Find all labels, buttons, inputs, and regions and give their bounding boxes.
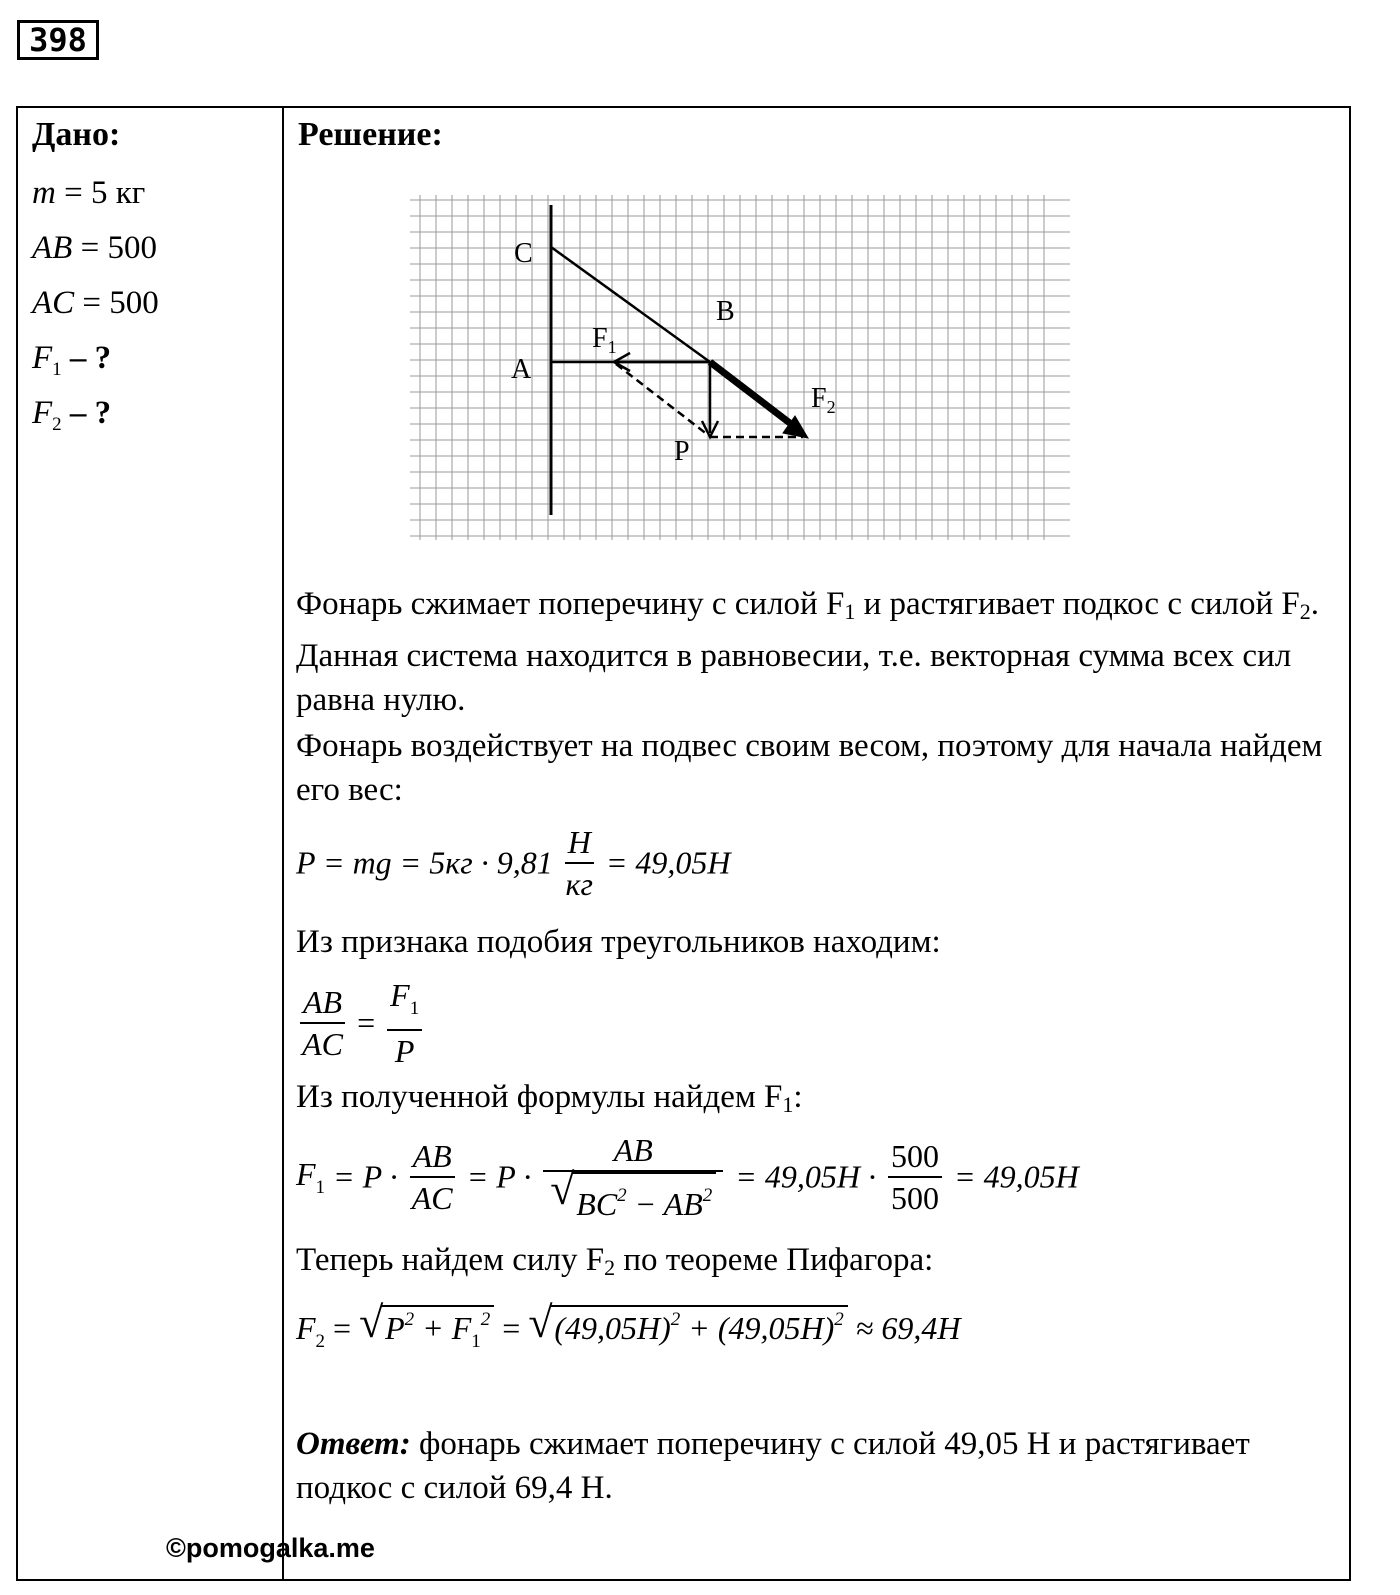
frac-num: H <box>565 822 594 864</box>
label-f2-letter: F <box>811 383 827 414</box>
radical-sign: √ <box>550 1165 575 1214</box>
paragraph-weight: Фонарь воздействует на подвес своим весом, поэтому для начала найдем его вес: <box>296 728 1323 808</box>
f1-eq1: = P · <box>333 1158 398 1195</box>
unknown-f2 <box>32 386 272 441</box>
f1-text: + F <box>414 1310 472 1346</box>
f1-frac2-den <box>543 1165 723 1224</box>
num-term1-sup: 2 <box>670 1309 681 1330</box>
weight-lhs: P = mg = 5кг · 9,81 <box>296 844 553 881</box>
p-text: P <box>385 1310 405 1346</box>
ac-value: = 500 <box>82 285 159 321</box>
sqrt-numeric-body <box>550 1305 847 1347</box>
given-ac <box>32 276 272 331</box>
f2-lhs-letter: F <box>296 1310 316 1346</box>
answer-label: Ответ: <box>296 1426 411 1462</box>
label-a: A <box>511 354 532 385</box>
solution-column <box>298 116 1338 154</box>
ab-value: = 500 <box>80 230 157 266</box>
paragraph-find-f1 <box>296 1075 1336 1127</box>
frac-f1-letter: F <box>390 977 410 1013</box>
unknown-f1 <box>32 331 272 386</box>
column-divider <box>282 108 284 1579</box>
f1-frac1 <box>410 1136 455 1218</box>
ac-var: AC <box>32 285 75 321</box>
para5-part-b: по теореме Пифагора: <box>615 1242 934 1278</box>
f1-lhs-letter: F <box>296 1155 316 1192</box>
label-f2 <box>811 383 836 417</box>
frac-den: кг <box>565 866 593 902</box>
f1-frac3-num: 500 <box>888 1136 942 1178</box>
given-mass <box>32 166 272 221</box>
formula-f1 <box>296 1130 1079 1224</box>
para5-part-a: Теперь найдем силу F <box>296 1242 605 1278</box>
f2-eq1: = <box>333 1310 352 1346</box>
f2-question: – ? <box>69 395 112 431</box>
f1-sup-in-root: 2 <box>480 1309 491 1330</box>
para1-sub1: 1 <box>844 599 856 624</box>
formula-similarity <box>296 975 426 1071</box>
f1-frac3 <box>888 1136 942 1218</box>
para1-part-a: Фонарь сжимает поперечину с силой F <box>296 586 845 622</box>
f1-frac1-num: AB <box>410 1136 455 1178</box>
f2-sub: 2 <box>52 414 62 435</box>
f2-eq2: = <box>502 1310 521 1346</box>
f1-frac1-den: AC <box>411 1180 453 1216</box>
f2-lhs-sub: 2 <box>315 1331 326 1352</box>
label-b: B <box>716 296 735 327</box>
watermark: ©pomogalka.me <box>166 1533 375 1563</box>
label-f1-sub: 1 <box>607 337 617 357</box>
mass-var: m <box>32 175 56 211</box>
problem-number: 398 <box>17 20 99 60</box>
sqrt-p-f1-body <box>381 1305 494 1353</box>
label-c: C <box>514 238 533 269</box>
f1-sub-in-root: 1 <box>471 1331 481 1352</box>
label-f1-letter: F <box>592 323 608 354</box>
force-diagram <box>390 190 1080 560</box>
paragraph-find-f2 <box>296 1238 1336 1290</box>
f1-frac2 <box>543 1130 723 1224</box>
weight-rhs: = 49,05H <box>605 844 731 881</box>
ab-ac-fraction <box>300 982 345 1064</box>
para1-part-b: и растягивает подкос с силой F <box>855 586 1300 622</box>
num-term2: + (49,05H) <box>680 1310 835 1346</box>
radical-sign-3: √ <box>528 1298 553 1347</box>
solution-heading: Решение: <box>298 116 443 153</box>
num-term1: (49,05H) <box>554 1310 671 1346</box>
frac-ab: AB <box>300 982 345 1024</box>
bc-text: BC <box>576 1186 618 1222</box>
sqrt-numeric <box>528 1298 847 1347</box>
mass-value: = 5 кг <box>64 175 146 211</box>
paragraph-equilibrium <box>296 582 1336 722</box>
paragraph-similarity: Из признака подобия треугольников находим: <box>296 924 941 960</box>
para1-part-c: . Данная система находится в равновесии, т.е. векторная сумма всех сил равна нулю. <box>296 586 1319 718</box>
label-p: P <box>674 436 690 467</box>
f1-frac2-num: AB <box>543 1130 723 1172</box>
f2-result: ≈ 69,4H <box>855 1310 961 1346</box>
grid-paper <box>410 195 1070 540</box>
f1-lhs <box>296 1155 326 1198</box>
ab-sup: 2 <box>702 1185 713 1206</box>
frac-p: P <box>394 1033 415 1069</box>
given-column <box>32 116 272 441</box>
answer-text: фонарь сжимает поперечину с силой 49,05 Н и растягивает подкос с силой 69,4 Н. <box>296 1426 1250 1506</box>
sqrt-p-f1 <box>359 1298 494 1353</box>
ab-text: − AB <box>626 1186 703 1222</box>
para4-part-b: : <box>793 1079 803 1115</box>
f1-eq3: = 49,05H · <box>735 1158 876 1195</box>
newton-per-kg-fraction <box>565 822 594 904</box>
f1-eq2: = P · <box>466 1158 532 1195</box>
similarity-eq: = <box>357 1004 376 1041</box>
formula-weight <box>296 822 731 904</box>
f1-lhs-sub: 1 <box>315 1176 326 1198</box>
f1-p-fraction <box>387 975 422 1071</box>
num-term2-sup: 2 <box>834 1309 844 1330</box>
ab-var: AB <box>32 230 73 266</box>
frac-ac: AC <box>302 1026 343 1062</box>
para1-sub2: 2 <box>1299 599 1311 624</box>
frac-f1 <box>387 975 422 1031</box>
label-f2-sub: 2 <box>826 397 836 417</box>
given-heading: Дано: <box>32 116 121 153</box>
f1-question: – ? <box>69 340 112 376</box>
f1-eq4: = 49,05H <box>953 1158 1079 1195</box>
f2-arrow-line <box>710 362 795 427</box>
f2-lhs <box>296 1310 326 1352</box>
para4-part-a: Из полученной формулы найдем F <box>296 1079 783 1115</box>
sqrt-body <box>572 1172 716 1224</box>
f2-var: F <box>32 395 53 431</box>
para4-sub: 1 <box>782 1092 794 1117</box>
formula-f2 <box>296 1298 961 1353</box>
radical-sign-2: √ <box>359 1298 384 1347</box>
answer <box>296 1422 1336 1510</box>
sqrt-bc-ab <box>550 1165 716 1224</box>
f1-var: F <box>32 340 53 376</box>
para5-sub: 2 <box>604 1255 616 1280</box>
bc-sup: 2 <box>617 1185 627 1206</box>
p-sup: 2 <box>404 1309 415 1330</box>
frac-f1-sub: 1 <box>409 998 420 1019</box>
f1-frac3-den: 500 <box>890 1180 939 1216</box>
given-ab <box>32 221 272 276</box>
f1-sub: 1 <box>52 359 62 380</box>
